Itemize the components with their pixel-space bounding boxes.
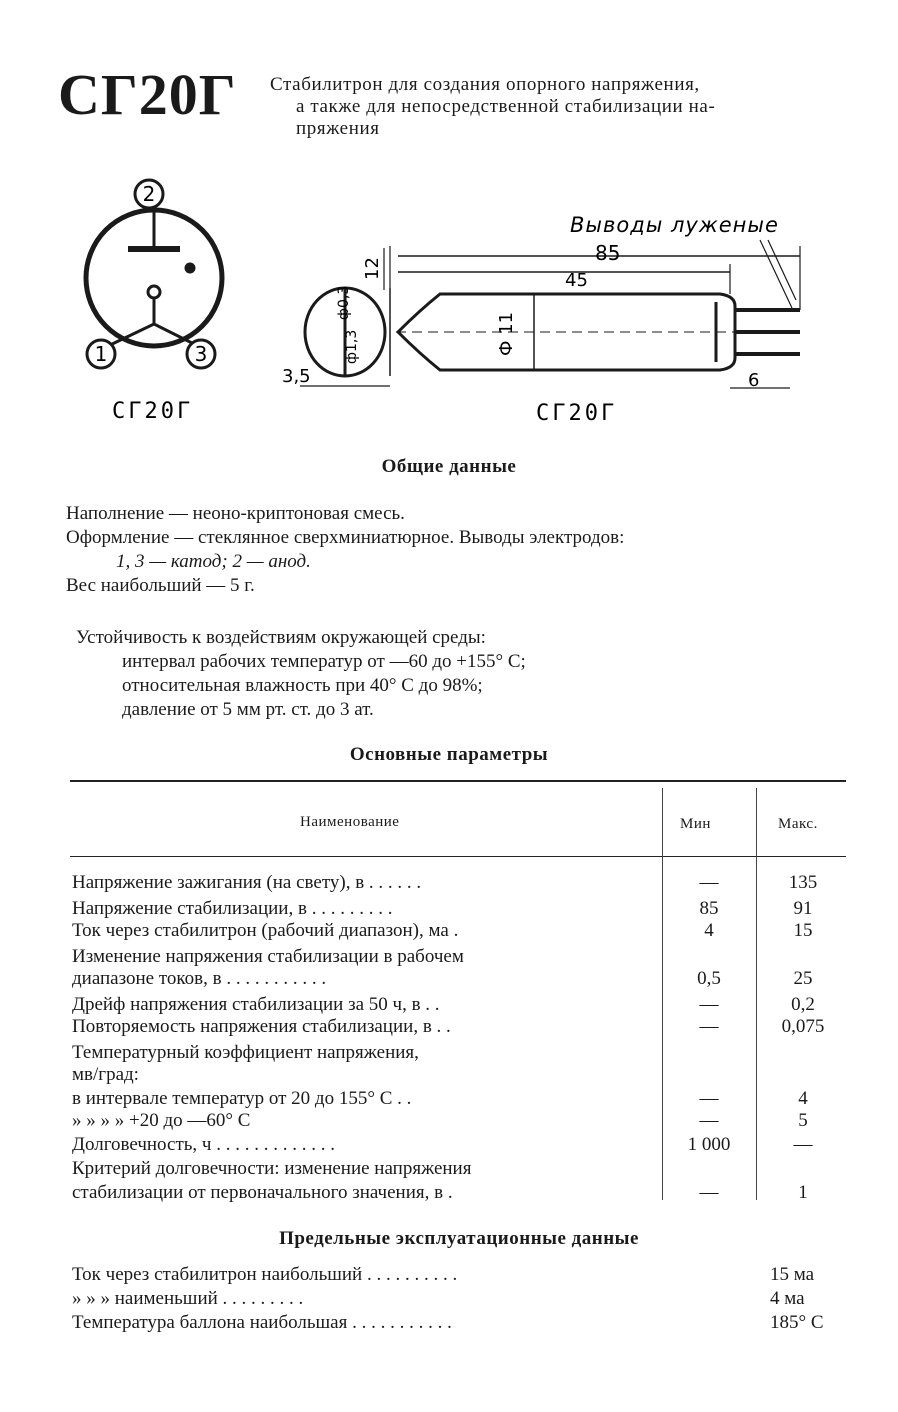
param-min: 85 bbox=[699, 898, 719, 919]
general-heading: Общие данные bbox=[381, 456, 517, 477]
param-max: 5 bbox=[798, 1110, 808, 1131]
general-weight: Вес наибольший — 5 г. bbox=[66, 575, 255, 596]
page-title: СГ20Г bbox=[58, 62, 237, 127]
param-min: — bbox=[699, 994, 719, 1015]
limit-name: Ток через стабилитрон наибольший . . . . . . . . . . bbox=[72, 1264, 458, 1285]
param-min: 0,5 bbox=[697, 968, 721, 989]
param-name: Повторяемость напряжения стабилизации, в . . bbox=[72, 1016, 451, 1037]
param-max: 25 bbox=[793, 968, 813, 989]
limit-value: 4 ма bbox=[770, 1288, 805, 1309]
param-min: 1 000 bbox=[687, 1134, 731, 1155]
dimension-lead-length: 6 bbox=[748, 370, 760, 391]
dimension-height: 12 bbox=[362, 257, 383, 280]
param-name: Долговечность, ч . . . . . . . . . . . . . bbox=[72, 1134, 335, 1155]
description-line: а также для непосредственной стабилизации на- bbox=[296, 96, 716, 117]
param-name: стабилизации от первоначального значения, в . bbox=[72, 1182, 453, 1203]
limit-name: » » » наименьший . . . . . . . . . bbox=[72, 1288, 304, 1309]
dimension-total-length: 85 bbox=[595, 241, 621, 265]
environment-title: Устойчивость к воздействиям окружающей среды: bbox=[76, 627, 486, 648]
environment-text bbox=[76, 626, 846, 722]
tube-caption: СГ20Г bbox=[536, 401, 618, 426]
param-max: 15 bbox=[793, 920, 813, 941]
param-max: — bbox=[793, 1134, 813, 1155]
param-min: 4 bbox=[704, 920, 714, 941]
general-design: Оформление — стеклянное сверхминиатюрное. Выводы электродов: bbox=[66, 527, 625, 548]
param-name: Изменение напряжения стабилизации в рабочем bbox=[72, 946, 464, 967]
leads-note: Выводы луженые bbox=[570, 213, 779, 237]
general-filling: Наполнение — неоно-криптоновая смесь. bbox=[66, 503, 405, 524]
param-name: Напряжение зажигания (на свету), в . . . . . . bbox=[72, 872, 422, 893]
dimension-pin-diameter: ф0,3 bbox=[336, 285, 352, 320]
pin-label: 1 bbox=[94, 342, 108, 366]
param-max: 135 bbox=[788, 872, 818, 893]
param-max: 91 bbox=[793, 898, 813, 919]
limit-name: Температура баллона наибольшая . . . . . . . . . . . bbox=[72, 1312, 452, 1333]
param-max: 0,2 bbox=[791, 994, 815, 1015]
param-name: в интервале температур от 20 до 155° С . . bbox=[72, 1088, 412, 1109]
param-name: мв/град: bbox=[72, 1064, 139, 1085]
param-name: » » » » +20 до —60° С bbox=[72, 1110, 251, 1131]
params-heading: Основные параметры bbox=[349, 744, 549, 765]
environment-temperature: интервал рабочих температур от —60 до +155° С; bbox=[122, 651, 526, 672]
description bbox=[270, 74, 840, 140]
param-name: диапазоне токов, в . . . . . . . . . . . bbox=[72, 968, 327, 989]
param-name: Ток через стабилитрон (рабочий диапазон), ма . bbox=[72, 920, 459, 941]
param-max: 4 bbox=[798, 1088, 808, 1109]
general-text bbox=[66, 502, 846, 598]
param-name: Температурный коэффициент напряжения, bbox=[72, 1042, 419, 1063]
table-divider bbox=[662, 788, 663, 1200]
general-design-pins: 1, 3 — катод; 2 — анод. bbox=[116, 551, 311, 572]
param-name: Дрейф напряжения стабилизации за 50 ч, в . . bbox=[72, 994, 440, 1015]
param-max: 1 bbox=[798, 1182, 808, 1203]
param-name: Напряжение стабилизации, в . . . . . . . . . bbox=[72, 898, 393, 919]
column-header-max: Макс. bbox=[778, 816, 818, 832]
environment-pressure: давление от 5 мм рт. ст. до 3 ат. bbox=[122, 699, 374, 720]
param-min: — bbox=[699, 1182, 719, 1203]
column-header-name: Наименование bbox=[300, 814, 400, 830]
base-pinout-diagram bbox=[86, 180, 222, 368]
param-min: — bbox=[699, 1016, 719, 1037]
table-top-rule bbox=[70, 780, 846, 782]
dimension-pin-circle: ф1,3 bbox=[344, 329, 360, 364]
pin-label: 2 bbox=[142, 182, 156, 206]
param-min: — bbox=[699, 872, 719, 893]
param-min: — bbox=[699, 1110, 719, 1131]
base-caption: СГ20Г bbox=[112, 399, 194, 424]
tube-drawings bbox=[0, 160, 898, 440]
param-max: 0,075 bbox=[781, 1016, 825, 1037]
limits-heading: Предельные эксплуатационные данные bbox=[279, 1228, 639, 1249]
environment-humidity: относительная влажность при 40° С до 98%; bbox=[122, 675, 483, 696]
dimension-body-length: 45 bbox=[565, 270, 588, 291]
pin-label: 3 bbox=[194, 342, 208, 366]
column-header-min: Мин bbox=[680, 816, 711, 832]
table-divider bbox=[756, 788, 757, 1200]
limit-value: 185° С bbox=[770, 1312, 824, 1333]
table-header-rule bbox=[70, 856, 846, 857]
param-name: Критерий долговечности: изменение напряжения bbox=[72, 1158, 472, 1179]
limit-value: 15 ма bbox=[770, 1264, 815, 1285]
description-line: Стабилитрон для создания опорного напряжения, bbox=[270, 74, 700, 95]
param-min: — bbox=[699, 1088, 719, 1109]
dimension-diameter: Ф 11 bbox=[496, 311, 517, 356]
description-line: пряжения bbox=[296, 118, 380, 139]
dimension-end-gap: 3,5 bbox=[282, 366, 311, 387]
